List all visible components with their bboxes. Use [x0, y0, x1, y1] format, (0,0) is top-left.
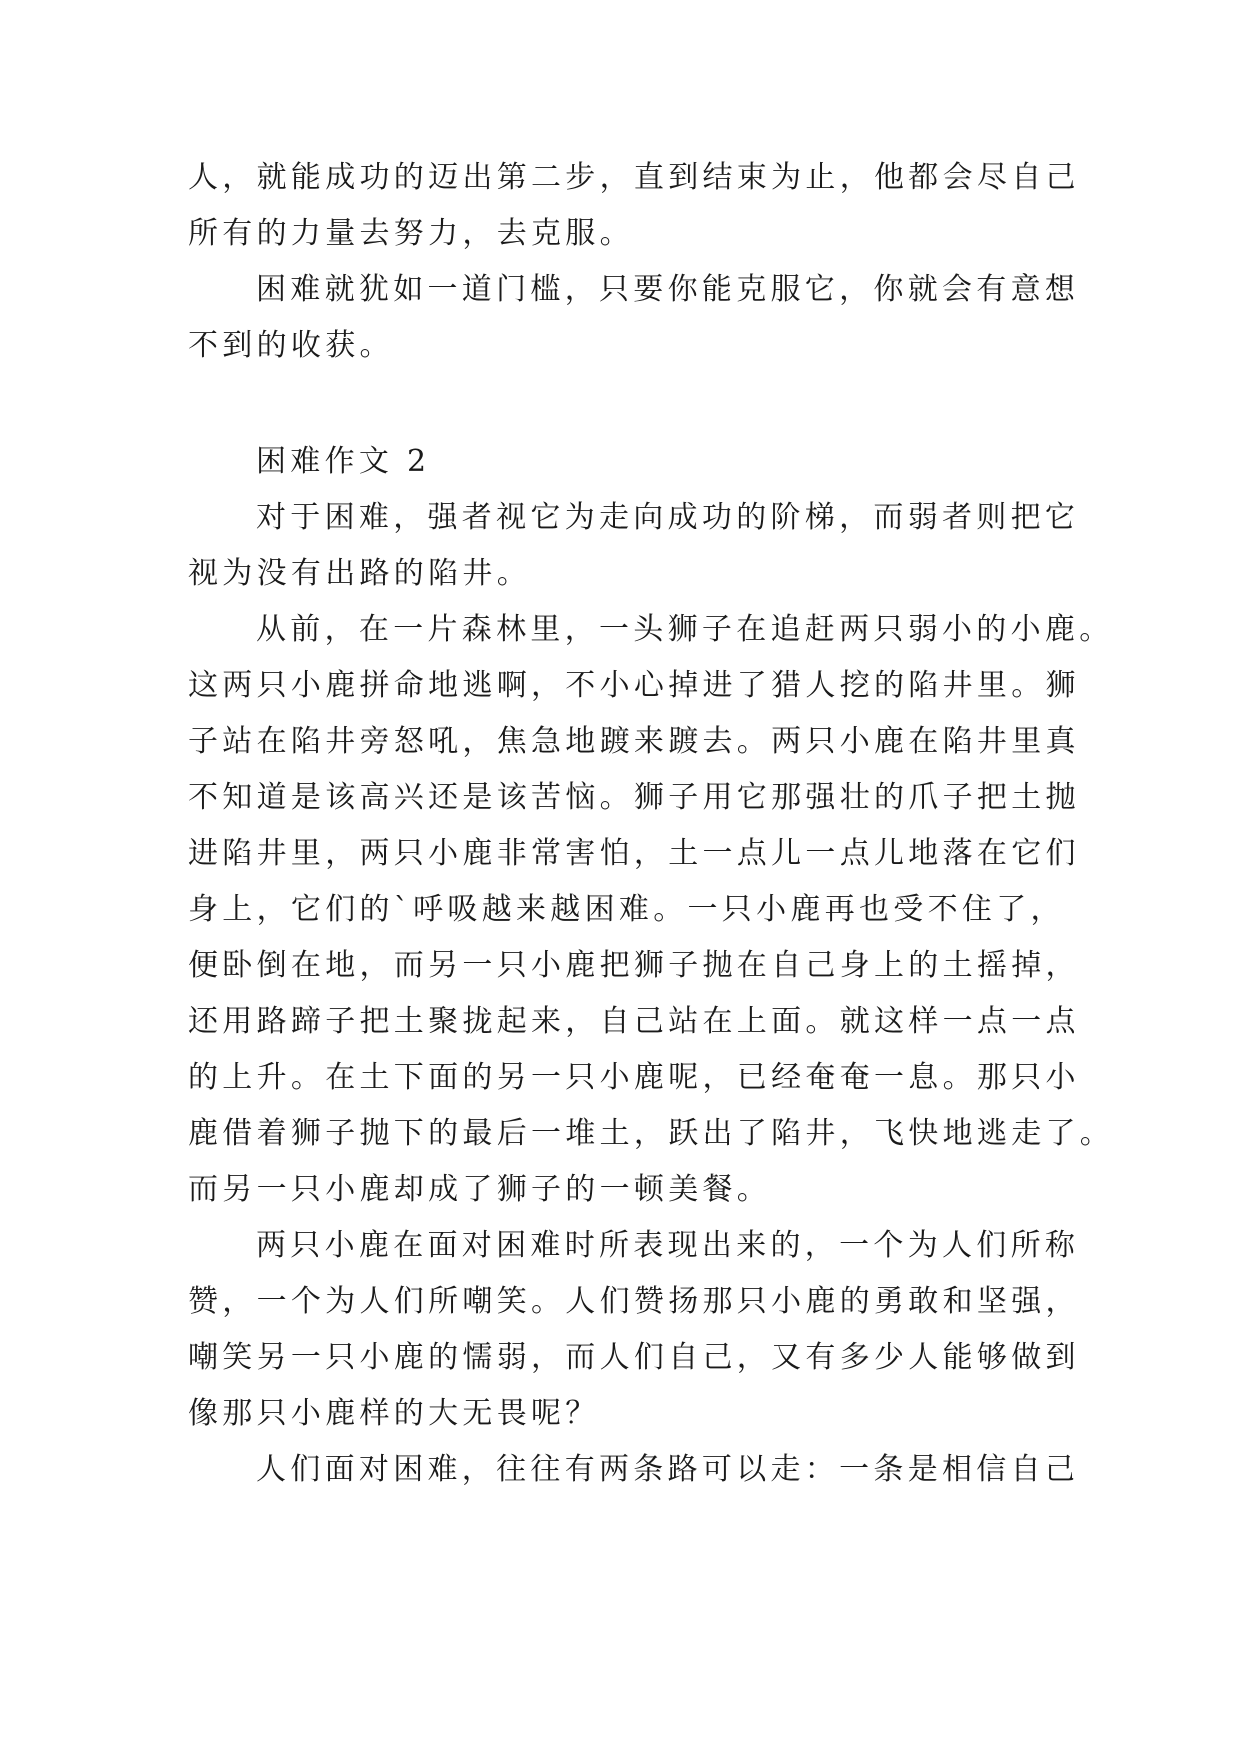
text-line-18: 而另一只小鹿却成了狮子的一顿美餐。 [188, 1172, 772, 1207]
text-line-22: 像那只小鹿样的大无畏呢？ [188, 1396, 600, 1431]
section-title: 困难作文 2 [256, 444, 431, 479]
text-line-9: 这两只小鹿拼命地逃啊，不小心掉进了猎人挖的陷井里。狮 [188, 668, 1080, 703]
text-line-11: 不知道是该高兴还是该苦恼。狮子用它那强壮的爪子把土抛 [188, 780, 1080, 815]
text-line-1: 人，就能成功的迈出第二步，直到结束为止，他都会尽自己 [188, 160, 1080, 195]
text-line-2: 所有的力量去努力，去克服。 [188, 216, 634, 251]
text-line-12: 进陷井里，两只小鹿非常害怕，土一点儿一点儿地落在它们 [188, 836, 1080, 871]
text-line-15: 还用路蹄子把土聚拢起来，自己站在上面。就这样一点一点 [188, 1004, 1080, 1039]
text-line-21: 嘲笑另一只小鹿的懦弱，而人们自己，又有多少人能够做到 [188, 1340, 1080, 1375]
paragraph-start-line: 人们面对困难，往往有两条路可以走：一条是相信自己 [256, 1452, 1080, 1487]
text-line-13: 身上，它们的`呼吸越来越困难。一只小鹿再也受不住了， [188, 892, 1065, 927]
paragraph-start-line: 从前，在一片森林里，一头狮子在追赶两只弱小的小鹿。 [256, 612, 1114, 647]
text-line-14: 便卧倒在地，而另一只小鹿把狮子抛在自己身上的土摇掉， [188, 948, 1080, 983]
text-line-7: 视为没有出路的陷井。 [188, 556, 531, 591]
text-line-4: 不到的收获。 [188, 328, 394, 363]
text-line-20: 赞，一个为人们所嘲笑。人们赞扬那只小鹿的勇敢和坚强， [188, 1284, 1080, 1319]
paragraph-start-line: 对于困难，强者视它为走向成功的阶梯，而弱者则把它 [256, 500, 1080, 535]
paragraph-start-line: 困难就犹如一道门槛，只要你能克服它，你就会有意想 [256, 272, 1080, 307]
text-line-17: 鹿借着狮子抛下的最后一堆土，跃出了陷井，飞快地逃走了。 [188, 1116, 1115, 1151]
text-line-10: 子站在陷井旁怒吼，焦急地踱来踱去。两只小鹿在陷井里真 [188, 724, 1080, 759]
paragraph-start-line: 两只小鹿在面对困难时所表现出来的，一个为人们所称 [256, 1228, 1080, 1263]
text-line-16: 的上升。在土下面的另一只小鹿呢，已经奄奄一息。那只小 [188, 1060, 1080, 1095]
